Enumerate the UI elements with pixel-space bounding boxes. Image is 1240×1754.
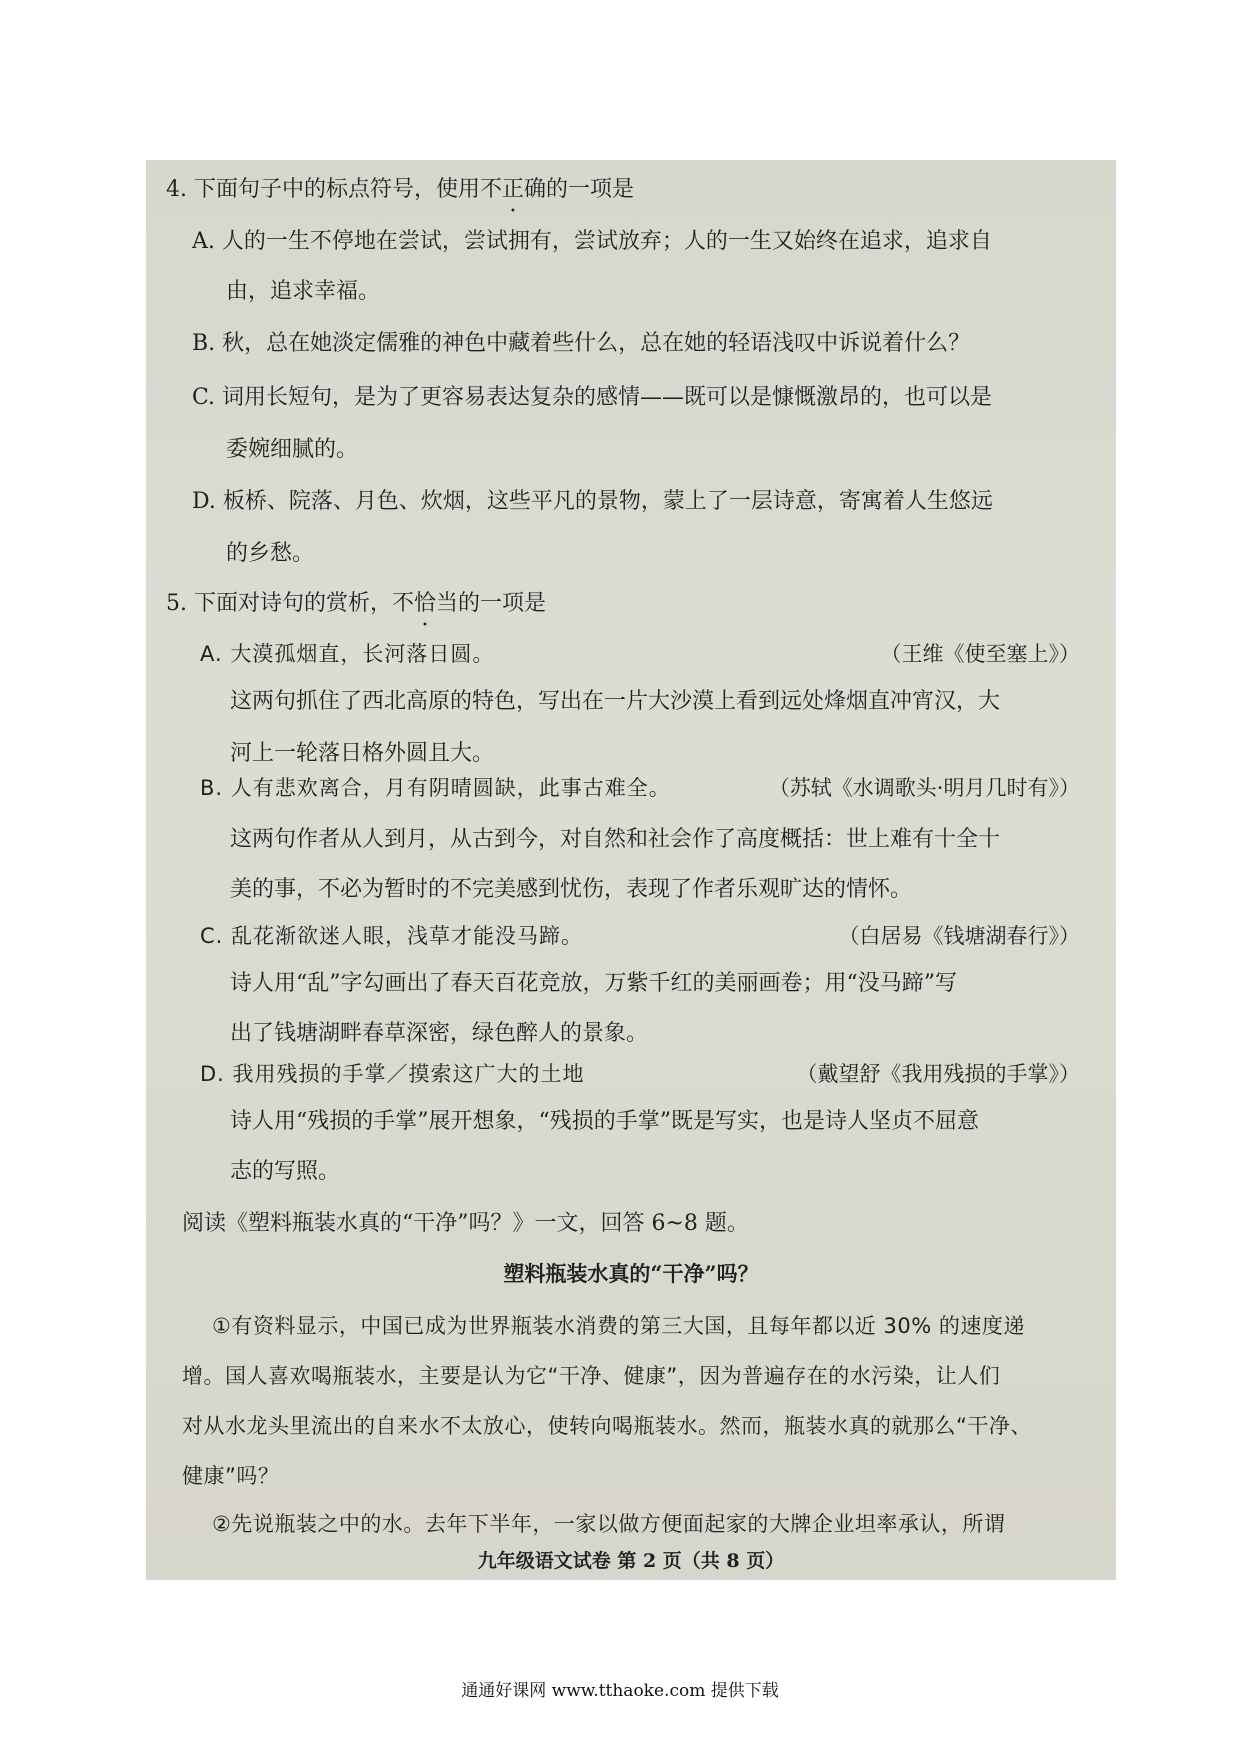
q4-option-c-line2: 委婉细腻的。 (226, 437, 359, 462)
q5-option-c-source: （白居易《钱塘湖春行》） (838, 924, 1080, 948)
q5-option-c-analysis-1: 诗人用“乱”字勾画出了春天百花竞放，万紫千红的美丽画卷；用“没马蹄”写 (230, 971, 957, 996)
page-footer: 九年级语文试卷 第 2 页（共 8 页） (477, 1550, 785, 1572)
q5-option-a-source: （王维《使至塞上》） (880, 642, 1080, 666)
question-5-stem: 5. 下面对诗句的赏析，不恰当的一项是 (166, 586, 546, 617)
paragraph-1-line4: 健康”吗？ (182, 1464, 280, 1488)
q5-option-a-poem: A. 大漠孤烟直，长河落日圆。 (200, 642, 495, 666)
q5-option-b-analysis-2: 美的事，不必为暂时的不完美感到忧伤，表现了作者乐观旷达的情怀。 (230, 877, 913, 902)
q5-option-a-row (200, 638, 1080, 668)
reading-intro: 阅读《塑料瓶装水真的“干净”吗？》一文，回答 6~8 题。 (182, 1211, 749, 1236)
question-4-stem: 4. 下面句子中的标点符号，使用不正确的一项是 (166, 172, 634, 203)
emphasis-dots: 不恰当 (391, 591, 458, 616)
q5-option-d-row (200, 1058, 1080, 1088)
q4-option-d-line1: D. 板桥、院落、月色、炊烟，这些平凡的景物，蒙上了一层诗意，寄寓着人生悠远 (192, 489, 993, 514)
q5-option-b-poem: B. 人有悲欢离合，月有阴晴圆缺，此事古难全。 (200, 776, 671, 800)
q5-option-c-analysis-2: 出了钱塘湖畔春草深密，绿色醉人的景象。 (230, 1021, 649, 1046)
download-credit: 通通好课网 www.tthaoke.com 提供下载 (461, 1681, 779, 1701)
emphasis-dots: 不正确 (479, 177, 546, 202)
q5-option-a-analysis-1: 这两句抓住了西北高原的特色，写出在一片大沙漠上看到远处烽烟直冲宵汉，大 (230, 689, 1001, 714)
paragraph-1-line2: 增。国人喜欢喝瓶装水，主要是认为它“干净、健康”，因为普遍存在的水污染，让人们 (182, 1364, 1001, 1388)
q5-option-d-analysis-1: 诗人用“残损的手掌”展开想象，“残损的手掌”既是写实，也是诗人坚贞不屈意 (230, 1109, 979, 1134)
q4-option-a-line1: A. 人的一生不停地在尝试，尝试拥有，尝试放弃；人的一生又始终在追求，追求自 (192, 229, 992, 254)
q5-option-b-row (200, 772, 1080, 802)
q5-option-b-analysis-1: 这两句作者从人到月，从古到今，对自然和社会作了高度概括：世上难有十全十 (230, 827, 1001, 852)
q5-option-b-source: （苏轼《水调歌头·明月几时有》） (768, 776, 1080, 800)
q4-option-b: B. 秋，总在她淡定儒雅的神色中藏着些什么，总在她的轻语浅叹中诉说着什么？ (192, 331, 971, 356)
article-title: 塑料瓶装水真的“干净”吗？ (503, 1261, 759, 1286)
q4-option-d-line2: 的乡愁。 (226, 541, 315, 566)
q4-option-c-line1: C. 词用长短句，是为了更容易表达复杂的感情——既可以是慷慨激昂的，也可以是 (192, 385, 993, 410)
scanned-exam-page (146, 160, 1116, 1580)
paragraph-1-line1: ①有资料显示，中国已成为世界瓶装水消费的第三大国，且每年都以近 30% 的速度递 (212, 1314, 1025, 1338)
paragraph-1-line3: 对从水龙头里流出的自来水不太放心，使转向喝瓶装水。然而，瓶装水真的就那么“干净、 (182, 1414, 1032, 1438)
q5-option-d-poem: D. 我用残损的手掌／摸索这广大的土地 (200, 1062, 585, 1086)
q5-option-d-source: （戴望舒《我用残损的手掌》） (796, 1062, 1080, 1086)
q4-option-a-line2: 由，追求幸福。 (226, 279, 381, 304)
q5-option-d-analysis-2: 志的写照。 (230, 1159, 341, 1184)
q5-option-c-poem: C. 乱花渐欲迷人眼，浅草才能没马蹄。 (200, 924, 584, 948)
paragraph-2-line1: ②先说瓶装之中的水。去年下半年，一家以做方便面起家的大牌企业坦率承认，所谓 (212, 1512, 1006, 1536)
q5-option-a-analysis-2: 河上一轮落日格外圆且大。 (230, 741, 495, 766)
q5-option-c-row (200, 920, 1080, 950)
